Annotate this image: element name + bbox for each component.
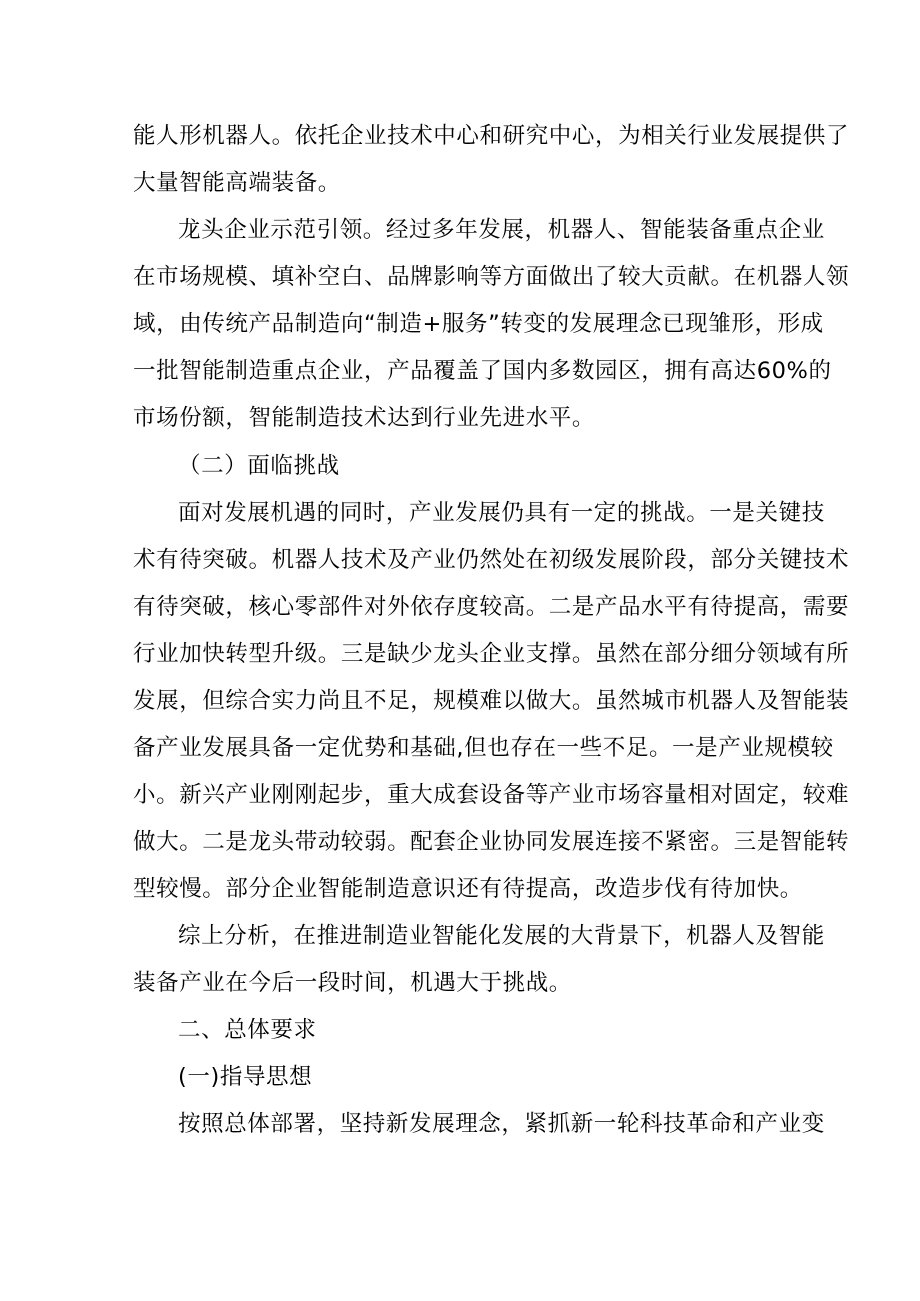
text-line: 能人形机器人。依托企业技术中心和研究中心，为相关行业发展提供了 xyxy=(133,123,850,149)
text-line: 做大。二是龙头带动较弱。配套企业协同发展连接不紧密。三是智能转 xyxy=(133,829,850,855)
section-heading: 二、总体要求 xyxy=(178,1017,317,1043)
text-line: 发展，但综合实力尚且不足，规模难以做大。虽然城市机器人及智能装 xyxy=(133,688,850,714)
text-line: 大量智能高端装备。 xyxy=(133,170,341,196)
text-line: 面对发展机遇的同时，产业发展仍具有一定的挑战。一是关键技 xyxy=(178,500,825,526)
text-line: 术有待突破。机器人技术及产业仍然处在初级发展阶段，部分关键技术 xyxy=(133,547,850,573)
text-line: 按照总体部署，坚持新发展理念，紧抓新一轮科技革命和产业变 xyxy=(178,1111,825,1137)
text-line: 有待突破，核心零部件对外依存度较高。二是产品水平有待提高，需要 xyxy=(133,594,850,620)
text-line: 一批智能制造重点企业，产品覆盖了国内多数园区，拥有高达60%的 xyxy=(133,358,832,384)
text-line: 备产业发展具备一定优势和基础,但也存在一些不足。一是产业规模较 xyxy=(133,735,834,761)
text-line: 域，由传统产品制造向“制造+服务”转变的发展理念已现雏形，形成 xyxy=(133,311,824,337)
section-heading: （二）面临挑战 xyxy=(178,453,340,479)
text-line: 龙头企业示范引领。经过多年发展，机器人、智能装备重点企业 xyxy=(178,217,825,243)
text-line: 行业加快转型升级。三是缺少龙头企业支撑。虽然在部分细分领域有所 xyxy=(133,641,850,667)
subsection-heading: (一)指导思想 xyxy=(178,1064,313,1090)
text-line: 综上分析，在推进制造业智能化发展的大背景下，机器人及智能 xyxy=(178,923,825,949)
text-line: 市场份额，智能制造技术达到行业先进水平。 xyxy=(133,405,596,431)
text-line: 装备产业在今后一段时间，机遇大于挑战。 xyxy=(133,970,572,996)
text-line: 在市场规模、填补空白、品牌影响等方面做出了较大贡献。在机器人领 xyxy=(133,264,850,290)
text-line: 小。新兴产业刚刚起步，重大成套设备等产业市场容量相对固定，较难 xyxy=(133,782,850,808)
text-line: 型较慢。部分企业智能制造意识还有待提高，改造步伐有待加快。 xyxy=(133,876,803,902)
